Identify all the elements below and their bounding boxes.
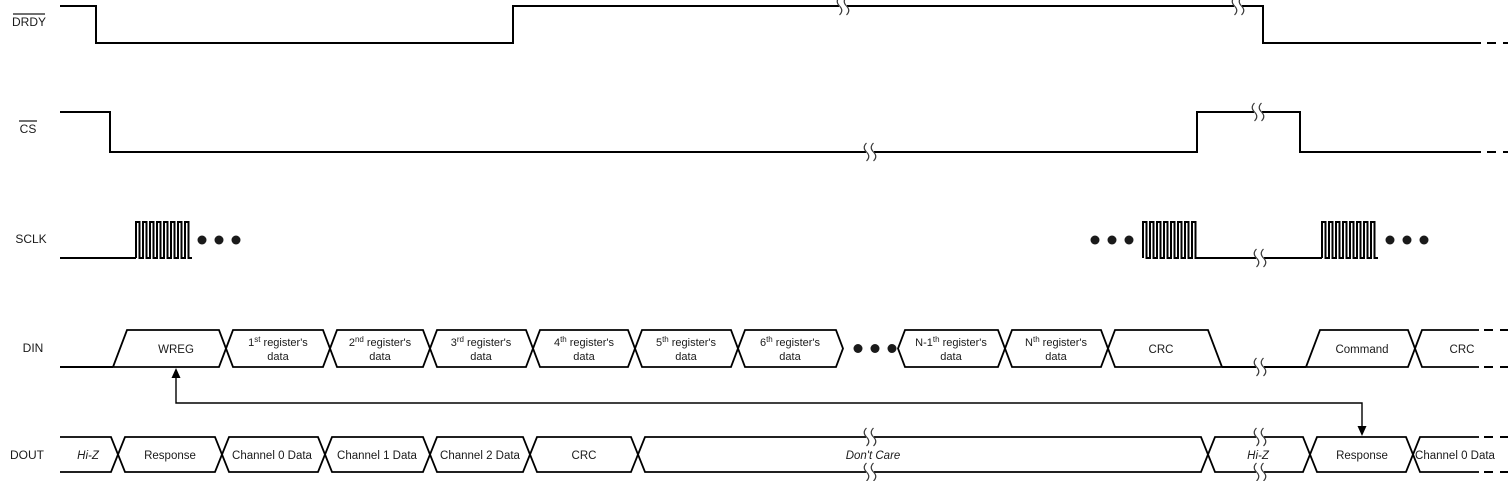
svg-text:2ndregister's: 2nd register's [348,335,412,349]
cs-waveform [60,112,1481,152]
break-mark [1254,358,1266,376]
dout-ch0-2-label: Channel 0 Data [1415,450,1495,462]
arrow-head-up [172,368,181,378]
dout-dontcare-label: Don't Care [845,450,901,462]
sclk-ellipsis-dots-mid [1091,236,1134,245]
svg-text:data: data [1045,351,1067,363]
dout-hiz2-label: Hi-Z [1247,450,1269,462]
cs-label: CS [19,122,37,136]
dout-hiz1-label: Hi-Z [77,450,99,462]
sclk-burst-2 [1143,222,1199,258]
din-wreg-label: WREG [158,344,194,356]
drdy-label: DRDY [11,15,47,29]
din-crc1-label: CRC [1148,344,1174,356]
svg-text:Nthregister's: $N^{th}$ register's [1025,335,1087,349]
din-crc2-label: CRC [1449,344,1475,356]
svg-text:data: data [675,351,697,363]
svg-text:data: data [573,351,595,363]
sclk-ellipsis-dots-right [1386,236,1429,245]
drdy-waveform [60,6,1481,43]
svg-text:5thregister's: 5th register's [655,335,717,349]
dout-ch2-label: Channel 2 Data [440,450,520,462]
dout-ch0-1-label: Channel 0 Data [232,450,312,462]
sclk-ellipsis-dots-left [198,236,241,245]
sclk-label: SCLK [15,232,47,246]
svg-text:3rdregister's: 3rd register's [450,335,512,349]
sclk-burst-3 [1322,222,1378,258]
arrow-head-down [1358,426,1367,436]
din-ellipsis-dots [854,344,897,353]
svg-text:data: data [267,351,289,363]
svg-text:4thregister's: 4th register's [553,335,615,349]
wreg-to-response-arrow [172,368,1367,436]
break-mark [837,0,849,15]
break-mark [1232,0,1244,15]
dout-label: DOUT [10,448,44,462]
break-mark [864,143,876,161]
dout-ch1-label: Channel 1 Data [337,450,417,462]
break-mark [1254,249,1266,267]
svg-text:N-1thregister's: N-1th register's [915,335,987,349]
din-command-label: Command [1335,344,1389,356]
svg-text:data: data [369,351,391,363]
dout-response1-label: Response [144,450,196,462]
sclk-burst-1 [136,222,192,258]
svg-text:data: data [779,351,801,363]
svg-text:data: data [940,351,962,363]
dout-segment-dontcare [638,437,1208,472]
svg-text:1stregister's: 1st register's [248,335,308,349]
svg-text:6thregister's: 6th register's [759,335,821,349]
dout-crc-label: CRC [571,450,597,462]
din-label: DIN [22,341,44,355]
dout-response2-label: Response [1336,450,1388,462]
signal-label-drdy [12,14,46,29]
signal-label-cs [19,121,37,136]
svg-text:data: data [470,351,492,363]
break-mark [1252,103,1264,121]
